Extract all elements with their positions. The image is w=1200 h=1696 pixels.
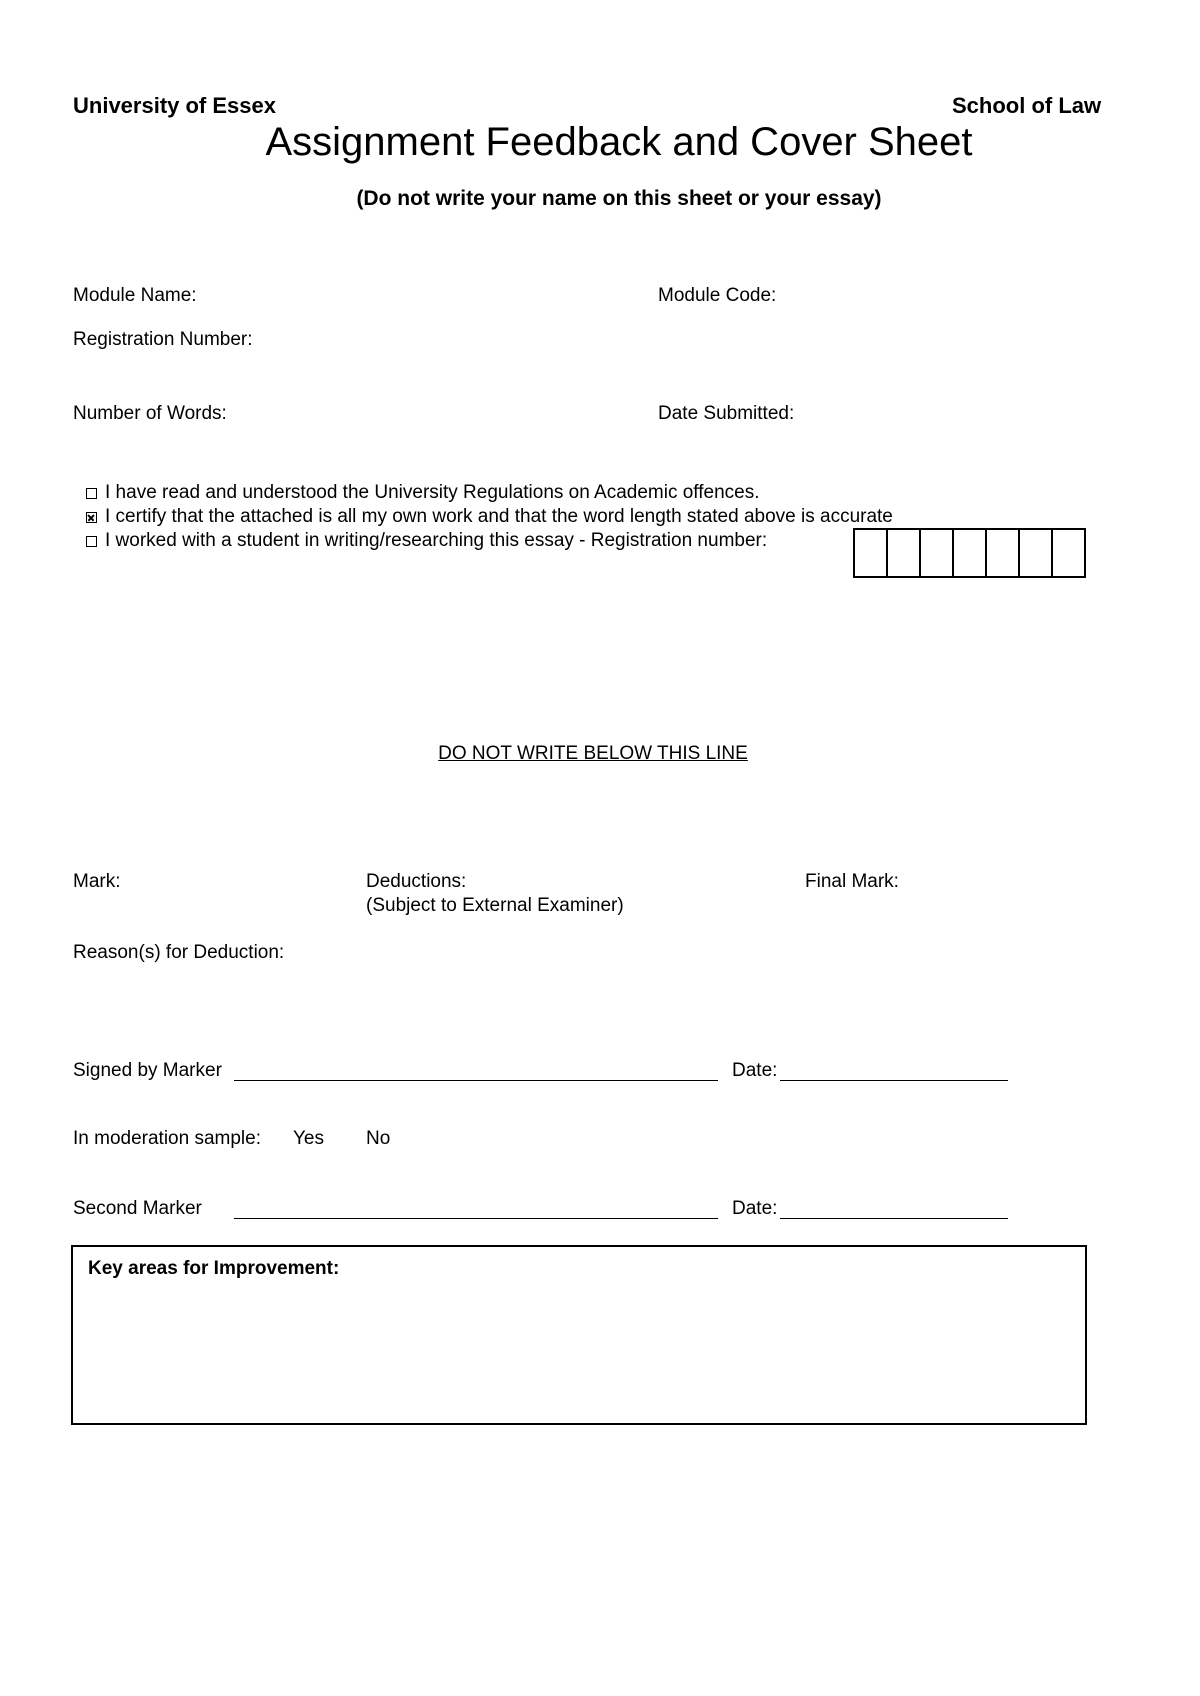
- university-name: University of Essex: [73, 93, 276, 118]
- moderation-sample-label: In moderation sample:: [73, 1128, 261, 1149]
- registration-number-label: Registration Number:: [73, 329, 253, 350]
- declaration-own-work-text: I certify that the attached is all my own work and that the word length stated above is accurate: [105, 506, 893, 527]
- key-areas-box[interactable]: [71, 1245, 1087, 1425]
- digit-box[interactable]: [1020, 528, 1053, 578]
- second-marker-date-label: Date:: [732, 1198, 778, 1219]
- registration-number-boxes[interactable]: [853, 528, 1086, 578]
- second-marker-date-line[interactable]: [780, 1218, 1008, 1219]
- declaration-own-work[interactable]: [86, 506, 893, 528]
- marker-signature-line[interactable]: [234, 1080, 718, 1081]
- marker-date-label: Date:: [732, 1060, 778, 1081]
- school-name: School of Law: [952, 93, 1102, 118]
- deductions-note: (Subject to External Examiner): [366, 895, 624, 916]
- second-marker-signature-line[interactable]: [234, 1218, 718, 1219]
- checkbox-icon[interactable]: [86, 488, 97, 499]
- digit-box[interactable]: [855, 528, 888, 578]
- signed-by-marker-label: Signed by Marker: [73, 1060, 222, 1081]
- page-title: Assignment Feedback and Cover Sheet: [265, 120, 973, 164]
- final-mark-label: Final Mark:: [805, 871, 899, 892]
- date-submitted-label: Date Submitted:: [658, 403, 795, 424]
- digit-box[interactable]: [954, 528, 987, 578]
- moderation-no[interactable]: No: [366, 1128, 391, 1149]
- digit-box[interactable]: [1053, 528, 1086, 578]
- number-of-words-label: Number of Words:: [73, 403, 227, 424]
- key-areas-label: Key areas for Improvement:: [88, 1258, 340, 1279]
- checkbox-icon[interactable]: [86, 536, 97, 547]
- marker-date-line[interactable]: [780, 1080, 1008, 1081]
- declaration-regulations-text: I have read and understood the University Regulations on Academic offences.: [105, 482, 760, 503]
- declaration-collaboration-text: I worked with a student in writing/researching this essay - Registration number:: [105, 530, 768, 551]
- do-not-write-divider: DO NOT WRITE BELOW THIS LINE: [438, 743, 748, 764]
- digit-box[interactable]: [987, 528, 1020, 578]
- declaration-collaboration[interactable]: [86, 530, 767, 552]
- page-subtitle: (Do not write your name on this sheet or your essay): [356, 187, 882, 210]
- declaration-regulations[interactable]: [86, 482, 760, 504]
- reasons-for-deduction-label: Reason(s) for Deduction:: [73, 942, 285, 963]
- deductions-label: Deductions:: [366, 871, 467, 892]
- moderation-yes[interactable]: Yes: [293, 1128, 324, 1149]
- checked-checkbox-icon[interactable]: [86, 512, 97, 523]
- module-name-label: Module Name:: [73, 285, 197, 306]
- module-code-label: Module Code:: [658, 285, 777, 306]
- digit-box[interactable]: [888, 528, 921, 578]
- second-marker-label: Second Marker: [73, 1198, 202, 1219]
- mark-label: Mark:: [73, 871, 121, 892]
- digit-box[interactable]: [921, 528, 954, 578]
